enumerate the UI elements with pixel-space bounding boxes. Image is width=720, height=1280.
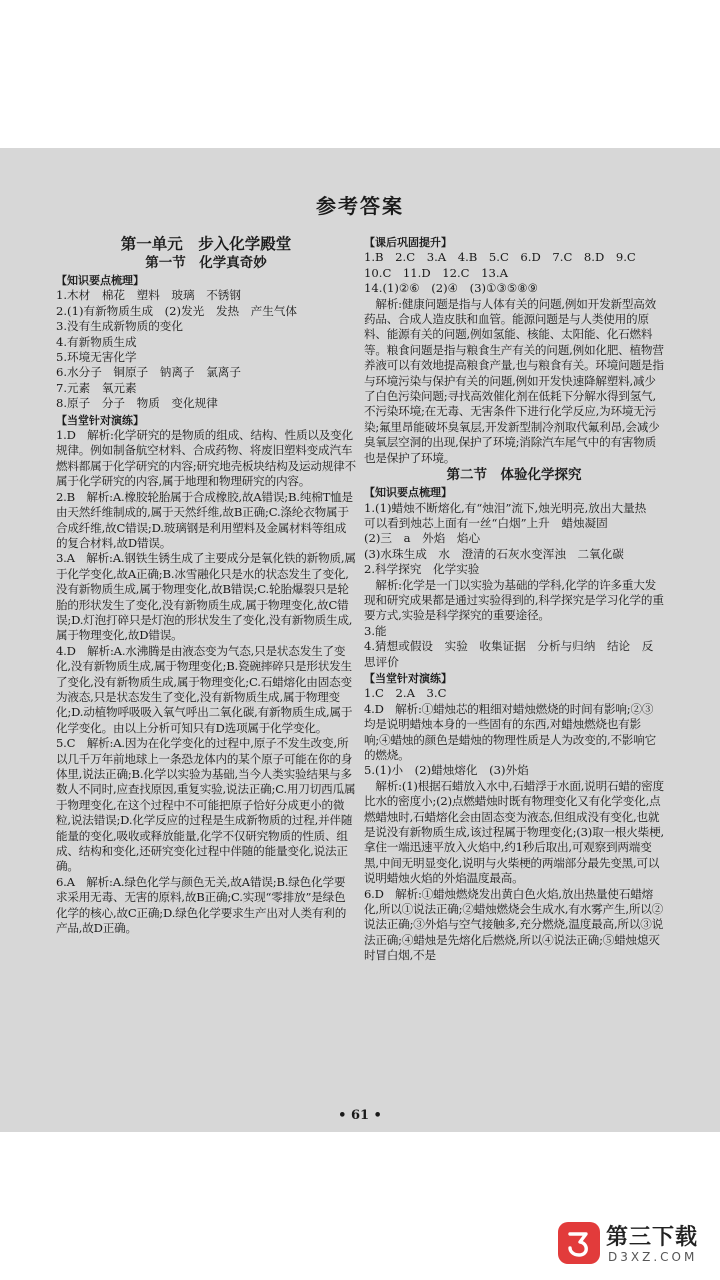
review-heading: 【课后巩固提升】 — [364, 236, 452, 249]
section-title-1: 第一节 化学真奇妙 — [145, 255, 267, 271]
page-number: • 61 • — [338, 1108, 382, 1123]
left-column — [56, 234, 356, 936]
practice-heading-1: 【当堂针对演练】 — [56, 413, 144, 427]
scanned-page — [0, 148, 720, 1132]
knowledge-line: 2.科学探究 化学实验 — [364, 562, 480, 577]
answer-item: 2.B 解析:A.橡胶轮胎属于合成橡胶,故A错误;B.纯棉T恤是由天然纤维制成的,属于天然纤维,故B正确;C.涤纶衣物属于合成纤维,故C错误;D.玻璃钢是利用塑料及金属材料等组成的复合材料,故D错误。 — [56, 489, 353, 550]
knowledge-list-1 — [56, 288, 356, 411]
practice-list-2 — [364, 686, 664, 963]
knowledge-line: 2.(1)有新物质生成 (2)发光 发热 产生气体 — [56, 303, 298, 318]
watermark-domain: D3XZ.COM — [608, 1250, 698, 1264]
answer-item: 4.D 解析:A.水沸腾是由液态变为气态,只是状态发生了变化,没有新物质生成,属于物理变化;B.瓷碗摔碎只是形状发生了变化,没有新物质生成,属于物理变化;C.石蜡熔化由固态变为液态,只是状态发生了变化,没有新物质生成,属于物理变化;D.动植物呼吸吸入氧气呼出二氧化碳,有新物质生成,属于化学变化。由以上分析可知只有D选项属于化学变化。 — [56, 643, 353, 735]
knowledge-line: 7.元素 氧元素 — [56, 380, 137, 395]
review-list — [364, 250, 664, 466]
download-logo-icon — [558, 1222, 600, 1264]
watermark-text: 第三下载 — [606, 1225, 699, 1250]
answer-item: 1.C 2.A 3.C — [364, 686, 447, 701]
right-column — [364, 234, 664, 964]
knowledge-list-2 — [364, 501, 664, 670]
section-title-2: 第二节 体验化学探究 — [446, 467, 582, 484]
knowledge-heading-2: 【知识要点梳理】 — [364, 486, 452, 500]
watermark-logo — [558, 1220, 708, 1272]
knowledge-line: (3)水珠生成 水 澄清的石灰水变浑浊 二氧化碳 — [364, 546, 624, 561]
knowledge-line: 6.水分子 铜原子 钠离子 氯离子 — [56, 365, 241, 380]
review-line: 10.C 11.D 12.C 13.A — [364, 265, 508, 280]
practice-list-1 — [56, 428, 356, 936]
knowledge-line: 1.(1)蜡烛不断熔化,有“烛泪”流下,烛光明亮,放出大量热 可以看到烛芯上面有一丝“白烟”上升 蜡烛凝固 — [364, 500, 658, 530]
knowledge-line: 1.木材 棉花 塑料 玻璃 不锈钢 — [56, 288, 241, 303]
knowledge-line: 8.原子 分子 物质 变化规律 — [56, 396, 218, 411]
answer-item: 1.D 解析:化学研究的是物质的组成、结构、性质以及变化规律。例如制备航空材料、合成药物、将废旧塑料变成汽车燃料都属于化学研究的内容;研究地壳板块结构及运动规律不属于化学研究的内容,属于地理和物理研究的内容。 — [56, 428, 356, 489]
answer-item: 6.D 解析:①蜡烛燃烧发出黄白色火焰,放出热量使石蜡熔化,所以①说法正确;②蜡烛燃烧会生成水,有水雾产生,所以②说法正确;③外焰与空气接触多,充分燃烧,温度最高,所以③说法正确;④蜡烛是先熔化后燃烧,所以④说法正确;⑤蜡烛熄灭时冒白烟,不是 — [364, 886, 664, 963]
answer-item: 3.A 解析:A.钢铁生锈生成了主要成分是氧化铁的新物质,属于化学变化,故A正确;B.冰雪融化只是水的状态发生了变化,没有新物质生成,属于物理变化,故B错误;C.轮胎爆裂只是轮胎的形状发生了变化,没有新物质生成,属于物理变化,故C错误;D.灯泡打碎只是灯泡的形状发生了变化,没有新物质生成,属于物理变化,故D错误。 — [56, 551, 356, 643]
answer-item: 6.A 解析:A.绿色化学与颜色无关,故A错误;B.绿色化学要求采用无毒、无害的原料,故B正确;C.实现“零排放”是绿色化学的核心,故C正确;D.绿色化学要求生产出对人类有利的产品,故D正确。 — [56, 874, 347, 936]
unit-title: 第一单元 步入化学殿堂 — [120, 234, 292, 253]
review-line: 解析:健康问题是指与人体有关的问题,例如开发新型高效药品、合成人造皮肤和血管。能源问题是与人类使用的原料、能源有关的问题,例如氢能、核能、太阳能、化石燃料等。粮食问题是指与粮食生产有关的问题,例如化肥、植物营养液可以有效地提高粮食产量,也与粮食有关。环境问题是指与环境污染与保护有关的问题,例如开发快速降解塑料,减少了白色污染问题;寻找高效催化剂在低耗下分解水得到氢气,不污染环境;在无毒、无害条件下进行化学反应,为环境无污染;氟里昂能破坏臭氧层,开发新型制冷剂取代氟利昂,会减少臭氧层空洞的出现,保护了环境;消除汽车尾气中的有害物质也是保护了环境。 — [364, 296, 664, 465]
answer-item: 5.C 解析:A.因为在化学变化的过程中,原子不发生改变,所以几千万年前地球上一条恐龙体内的某个原子可能在你的身体里,说法正确;B.化学以实验为基础,当今人类实验结果与多数人不同时,应查找原因,重复实验,说法正确;C.用刀切西瓜属于物理变化,在这个过程中不可能把原子恰好分成更小的微粒,说法错误;D.化学反应的过程是生成新物质的过程,并伴随能量的变化,吸收或释放能量,化学不仅研究物质的性质、组成、结构和变化,还研究变化过程中伴随的能量变化,说法正确。 — [56, 736, 356, 874]
knowledge-line: 4.猜想或假设 实验 收集证据 分析与归纳 结论 反思评价 — [364, 639, 654, 669]
knowledge-heading-1: 【知识要点梳理】 — [56, 274, 144, 287]
knowledge-line: 3.能 — [364, 623, 387, 638]
knowledge-line: 5.环境无害化学 — [56, 350, 137, 365]
answer-item: 5.(1)小 (2)蜡烛熔化 (3)外焰 — [364, 763, 529, 778]
page-title: 参考答案 — [316, 194, 404, 218]
knowledge-line: (2)三 a 外焰 焰心 — [364, 531, 481, 546]
review-line: 14.(1)②⑥ (2)④ (3)①③⑤⑧⑨ — [364, 281, 539, 296]
answer-item: 解析:(1)根据石蜡放入水中,石蜡浮于水面,说明石蜡的密度比水的密度小;(2)点燃蜡烛时既有物理变化又有化学变化,点燃蜡烛时,石蜡熔化会由固态变为液态,但组成没有变化,也就是说没有新物质生成,该过程属于物理变化;(3)取一根火柴梗,拿住一端迅速平放入火焰中,约1秒后取出,可观察到两端变黑,中间无明显变化,说明与火柴梗的两端部分最先变黑,可以说明蜡烛火焰的外焰温度最高。 — [364, 778, 664, 886]
answer-item: 4.D 解析:①蜡烛芯的粗细对蜡烛燃烧的时间有影响;②③均是说明蜡烛本身的一些固有的东西,对蜡烛燃烧也有影响;④蜡烛的颜色是蜡烛的物理性质是人为改变的,不影响它的燃烧。 — [364, 701, 657, 762]
review-line: 1.B 2.C 3.A 4.B 5.C 6.D 7.C 8.D 9.C — [364, 250, 636, 265]
knowledge-line: 3.没有生成新物质的变化 — [56, 319, 183, 334]
knowledge-line: 4.有新物质生成 — [56, 334, 137, 349]
knowledge-line: 解析:化学是一门以实验为基础的学科,化学的许多重大发现和研究成果都是通过实验得到的,科学探究是学习化学的重要方式,实验是科学探究的重要途径。 — [364, 577, 664, 623]
practice-heading-2: 【当堂针对演练】 — [364, 671, 452, 685]
